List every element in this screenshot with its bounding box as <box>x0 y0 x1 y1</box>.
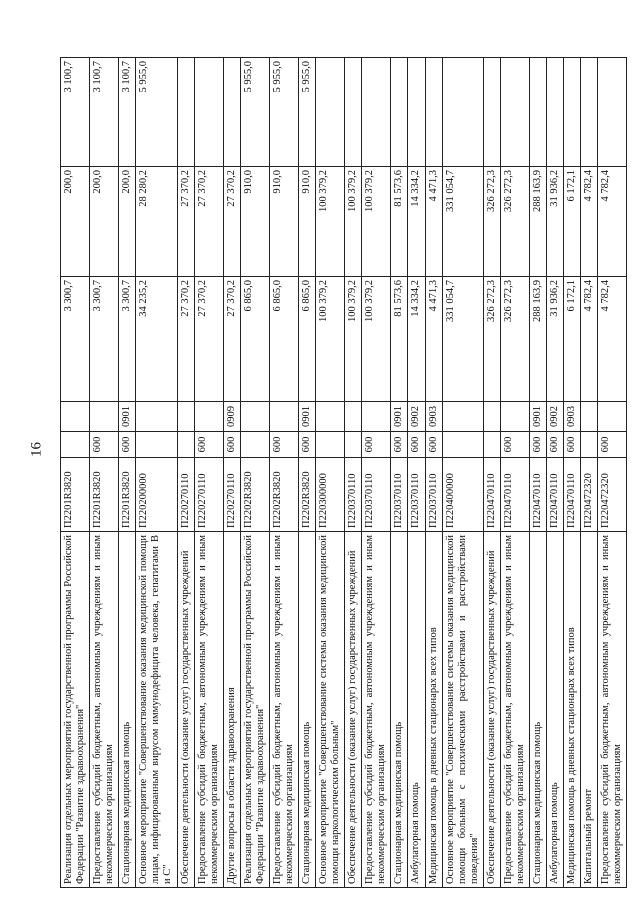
expense-type-cell: 600 <box>529 432 546 458</box>
row-name-cell: Стационарная медицинская помощь <box>529 532 546 888</box>
program-code-cell: П2202R3820 <box>269 458 298 532</box>
program-code-cell: П220472320 <box>598 458 627 532</box>
section-code-cell <box>345 402 362 432</box>
program-code-cell: П220200000 <box>136 458 177 532</box>
section-code-cell: 0901 <box>529 402 546 432</box>
amount-year-3-cell: 5 955,0 <box>136 58 177 167</box>
budget-table-body <box>61 58 627 888</box>
expense-type-cell <box>483 432 500 458</box>
table-row <box>61 58 90 888</box>
amount-year-2-cell: 31 936,2 <box>547 167 564 277</box>
amount-year-3-cell: 3 100,7 <box>119 58 136 167</box>
expense-type-cell: 600 <box>362 432 391 458</box>
section-code-cell <box>269 402 298 432</box>
section-code-cell: 0903 <box>564 402 581 432</box>
expense-type-cell: 600 <box>299 432 316 458</box>
amount-year-1-cell: 31 936,2 <box>547 277 564 402</box>
table-row <box>299 58 316 888</box>
row-name-cell: Основное мероприятие "Совершенствование системы оказания медицинской помощи наркологическим больным" <box>316 532 345 888</box>
amount-year-1-cell: 6 865,0 <box>240 277 269 402</box>
expense-type-cell <box>136 432 177 458</box>
table-row <box>598 58 627 888</box>
program-code-cell: П220370110 <box>425 458 442 532</box>
amount-year-3-cell <box>316 58 345 167</box>
expense-type-cell: 600 <box>269 432 298 458</box>
section-code-cell <box>362 402 391 432</box>
section-code-cell <box>598 402 627 432</box>
amount-year-2-cell: 27 370,2 <box>194 167 223 277</box>
amount-year-1-cell: 27 370,2 <box>177 277 194 402</box>
amount-year-3-cell: 3 100,7 <box>61 58 90 167</box>
page-number: 16 <box>28 442 45 457</box>
section-code-cell <box>581 402 598 432</box>
amount-year-3-cell <box>223 58 240 167</box>
program-code-cell: П2202R3820 <box>299 458 316 532</box>
program-code-cell: П2201R3820 <box>61 458 90 532</box>
section-code-cell <box>240 402 269 432</box>
program-code-cell: П220270110 <box>177 458 194 532</box>
program-code-cell: П220270110 <box>194 458 223 532</box>
section-code-cell: 0903 <box>425 402 442 432</box>
amount-year-3-cell <box>177 58 194 167</box>
expense-type-cell: 600 <box>223 432 240 458</box>
section-code-cell <box>61 402 90 432</box>
expense-type-cell: 600 <box>425 432 442 458</box>
amount-year-3-cell <box>442 58 483 167</box>
table-row <box>408 58 425 888</box>
expense-type-cell: 600 <box>194 432 223 458</box>
amount-year-2-cell: 27 370,2 <box>177 167 194 277</box>
table-row <box>425 58 442 888</box>
row-name-cell: Предоставление субсидий бюджетным, автономным учреждениям и иным некоммерческим организациям <box>269 532 298 888</box>
amount-year-2-cell: 81 573,6 <box>391 167 408 277</box>
section-code-cell: 0901 <box>299 402 316 432</box>
table-row <box>119 58 136 888</box>
program-code-cell: П220270110 <box>223 458 240 532</box>
section-code-cell <box>442 402 483 432</box>
budget-table <box>60 57 627 888</box>
row-name-cell: Обеспечение деятельности (оказание услуг) государственных учреждений <box>483 532 500 888</box>
amount-year-3-cell <box>598 58 627 167</box>
amount-year-3-cell <box>500 58 529 167</box>
row-name-cell: Предоставление субсидий бюджетным, автономным учреждениям и иным некоммерческим организациям <box>362 532 391 888</box>
table-row <box>223 58 240 888</box>
amount-year-2-cell: 910,0 <box>240 167 269 277</box>
amount-year-2-cell: 331 054,7 <box>442 167 483 277</box>
amount-year-1-cell: 3 300,7 <box>90 277 119 402</box>
program-code-cell: П220472320 <box>581 458 598 532</box>
row-name-cell: Капитальный ремонт <box>581 532 598 888</box>
amount-year-1-cell: 288 163,9 <box>529 277 546 402</box>
row-name-cell: Предоставление субсидий бюджетным, автономным учреждениям и иным некоммерческим организациям <box>194 532 223 888</box>
table-row <box>564 58 581 888</box>
amount-year-1-cell: 100 379,2 <box>362 277 391 402</box>
amount-year-2-cell: 326 272,3 <box>500 167 529 277</box>
row-name-cell: Основное мероприятие "Совершенствование оказания медицинской помощи лицам, инфицированным вирусом иммунодефицита человека, гепатитами B и C" <box>136 532 177 888</box>
table-row <box>483 58 500 888</box>
amount-year-3-cell <box>425 58 442 167</box>
amount-year-1-cell: 6 865,0 <box>299 277 316 402</box>
row-name-cell: Основное мероприятие "Совершенствование системы оказания медицинской помощи больным с психическими расстройствами и расстройствами поведения" <box>442 532 483 888</box>
expense-type-cell <box>240 432 269 458</box>
amount-year-2-cell: 288 163,9 <box>529 167 546 277</box>
amount-year-1-cell: 6 865,0 <box>269 277 298 402</box>
table-row <box>529 58 546 888</box>
table-row <box>316 58 345 888</box>
table-row <box>500 58 529 888</box>
amount-year-1-cell: 331 054,7 <box>442 277 483 402</box>
amount-year-3-cell <box>483 58 500 167</box>
amount-year-2-cell: 28 280,2 <box>136 167 177 277</box>
program-code-cell: П220470110 <box>564 458 581 532</box>
table-row <box>240 58 269 888</box>
section-code-cell: 0902 <box>408 402 425 432</box>
row-name-cell: Стационарная медицинская помощь <box>391 532 408 888</box>
table-row <box>345 58 362 888</box>
section-code-cell <box>500 402 529 432</box>
row-name-cell: Другие вопросы в области здравоохранения <box>223 532 240 888</box>
amount-year-2-cell: 200,0 <box>61 167 90 277</box>
table-row <box>362 58 391 888</box>
table-row <box>194 58 223 888</box>
expense-type-cell <box>61 432 90 458</box>
amount-year-3-cell <box>581 58 598 167</box>
amount-year-3-cell <box>194 58 223 167</box>
expense-type-cell <box>316 432 345 458</box>
program-code-cell: П220370110 <box>391 458 408 532</box>
row-name-cell: Обеспечение деятельности (оказание услуг) государственных учреждений <box>345 532 362 888</box>
amount-year-2-cell: 326 272,3 <box>483 167 500 277</box>
expense-type-cell <box>442 432 483 458</box>
expense-type-cell: 600 <box>500 432 529 458</box>
section-code-cell: 0902 <box>547 402 564 432</box>
program-code-cell: П220370110 <box>345 458 362 532</box>
row-name-cell: Медицинская помощь в дневных стационарах всех типов <box>564 532 581 888</box>
amount-year-1-cell: 27 370,2 <box>223 277 240 402</box>
row-name-cell: Стационарная медицинская помощь <box>119 532 136 888</box>
expense-type-cell: 600 <box>90 432 119 458</box>
row-name-cell: Стационарная медицинская помощь <box>299 532 316 888</box>
row-name-cell: Предоставление субсидий бюджетным, автономным учреждениям и иным некоммерческим организациям <box>90 532 119 888</box>
program-code-cell: П220370110 <box>408 458 425 532</box>
table-row <box>136 58 177 888</box>
row-name-cell: Амбулаторная помощь <box>547 532 564 888</box>
amount-year-2-cell: 6 172,1 <box>564 167 581 277</box>
rotated-table-container <box>60 58 624 888</box>
program-code-cell: П2202R3820 <box>240 458 269 532</box>
program-code-cell: П2201R3820 <box>90 458 119 532</box>
amount-year-1-cell: 326 272,3 <box>500 277 529 402</box>
row-name-cell: Амбулаторная помощь <box>408 532 425 888</box>
amount-year-2-cell: 100 379,2 <box>362 167 391 277</box>
amount-year-2-cell: 910,0 <box>269 167 298 277</box>
section-code-cell <box>136 402 177 432</box>
table-row <box>90 58 119 888</box>
row-name-cell: Обеспечение деятельности (оказание услуг) государственных учреждений <box>177 532 194 888</box>
program-code-cell: П220370110 <box>362 458 391 532</box>
program-code-cell: П2201R3820 <box>119 458 136 532</box>
amount-year-1-cell: 100 379,2 <box>345 277 362 402</box>
section-code-cell <box>483 402 500 432</box>
section-code-cell <box>177 402 194 432</box>
program-code-cell: П220470110 <box>547 458 564 532</box>
amount-year-1-cell: 326 272,3 <box>483 277 500 402</box>
amount-year-2-cell: 27 370,2 <box>223 167 240 277</box>
table-row <box>177 58 194 888</box>
amount-year-3-cell: 5 955,0 <box>269 58 298 167</box>
amount-year-1-cell: 4 782,4 <box>581 277 598 402</box>
expense-type-cell: 600 <box>547 432 564 458</box>
amount-year-1-cell: 4 471,3 <box>425 277 442 402</box>
amount-year-3-cell: 5 955,0 <box>240 58 269 167</box>
amount-year-2-cell: 100 379,2 <box>345 167 362 277</box>
amount-year-1-cell: 6 172,1 <box>564 277 581 402</box>
amount-year-2-cell: 200,0 <box>119 167 136 277</box>
amount-year-1-cell: 27 370,2 <box>194 277 223 402</box>
expense-type-cell: 600 <box>119 432 136 458</box>
section-code-cell: 0901 <box>119 402 136 432</box>
amount-year-1-cell: 100 379,2 <box>316 277 345 402</box>
row-name-cell: Предоставление субсидий бюджетным, автономным учреждениям и иным некоммерческим организациям <box>500 532 529 888</box>
amount-year-1-cell: 3 300,7 <box>119 277 136 402</box>
amount-year-1-cell: 34 235,2 <box>136 277 177 402</box>
amount-year-3-cell <box>391 58 408 167</box>
amount-year-2-cell: 14 334,2 <box>408 167 425 277</box>
program-code-cell: П220400000 <box>442 458 483 532</box>
row-name-cell: Реализация отдельных мероприятий государственной программы Российской Федерации "Развитие здравоохранения" <box>61 532 90 888</box>
expense-type-cell: 600 <box>408 432 425 458</box>
amount-year-3-cell <box>564 58 581 167</box>
expense-type-cell: 600 <box>598 432 627 458</box>
program-code-cell: П220470110 <box>500 458 529 532</box>
amount-year-3-cell: 3 100,7 <box>90 58 119 167</box>
row-name-cell: Реализация отдельных мероприятий государственной программы Российской Федерации "Развитие здравоохранения" <box>240 532 269 888</box>
rotated-page-area <box>60 58 624 888</box>
amount-year-2-cell: 4 782,4 <box>598 167 627 277</box>
amount-year-3-cell <box>362 58 391 167</box>
program-code-cell: П220470110 <box>483 458 500 532</box>
amount-year-2-cell: 100 379,2 <box>316 167 345 277</box>
section-code-cell <box>194 402 223 432</box>
table-row <box>547 58 564 888</box>
row-name-cell: Медицинская помощь в дневных стационарах всех типов <box>425 532 442 888</box>
expense-type-cell <box>177 432 194 458</box>
table-row <box>391 58 408 888</box>
expense-type-cell: 600 <box>564 432 581 458</box>
program-code-cell: П220300000 <box>316 458 345 532</box>
section-code-cell: 0909 <box>223 402 240 432</box>
amount-year-1-cell: 81 573,6 <box>391 277 408 402</box>
row-name-cell: Предоставление субсидий бюджетным, автономным учреждениям и иным некоммерческим организациям <box>598 532 627 888</box>
section-code-cell <box>316 402 345 432</box>
amount-year-3-cell <box>529 58 546 167</box>
table-row <box>442 58 483 888</box>
program-code-cell: П220470110 <box>529 458 546 532</box>
amount-year-2-cell: 910,0 <box>299 167 316 277</box>
amount-year-1-cell: 4 782,4 <box>598 277 627 402</box>
amount-year-3-cell <box>408 58 425 167</box>
amount-year-2-cell: 4 471,3 <box>425 167 442 277</box>
section-code-cell: 0901 <box>391 402 408 432</box>
section-code-cell <box>90 402 119 432</box>
amount-year-3-cell <box>345 58 362 167</box>
amount-year-1-cell: 14 334,2 <box>408 277 425 402</box>
expense-type-cell: 600 <box>391 432 408 458</box>
amount-year-1-cell: 3 300,7 <box>61 277 90 402</box>
amount-year-2-cell: 4 782,4 <box>581 167 598 277</box>
amount-year-2-cell: 200,0 <box>90 167 119 277</box>
amount-year-3-cell <box>547 58 564 167</box>
table-row <box>269 58 298 888</box>
expense-type-cell <box>581 432 598 458</box>
amount-year-3-cell: 5 955,0 <box>299 58 316 167</box>
table-row <box>581 58 598 888</box>
expense-type-cell <box>345 432 362 458</box>
